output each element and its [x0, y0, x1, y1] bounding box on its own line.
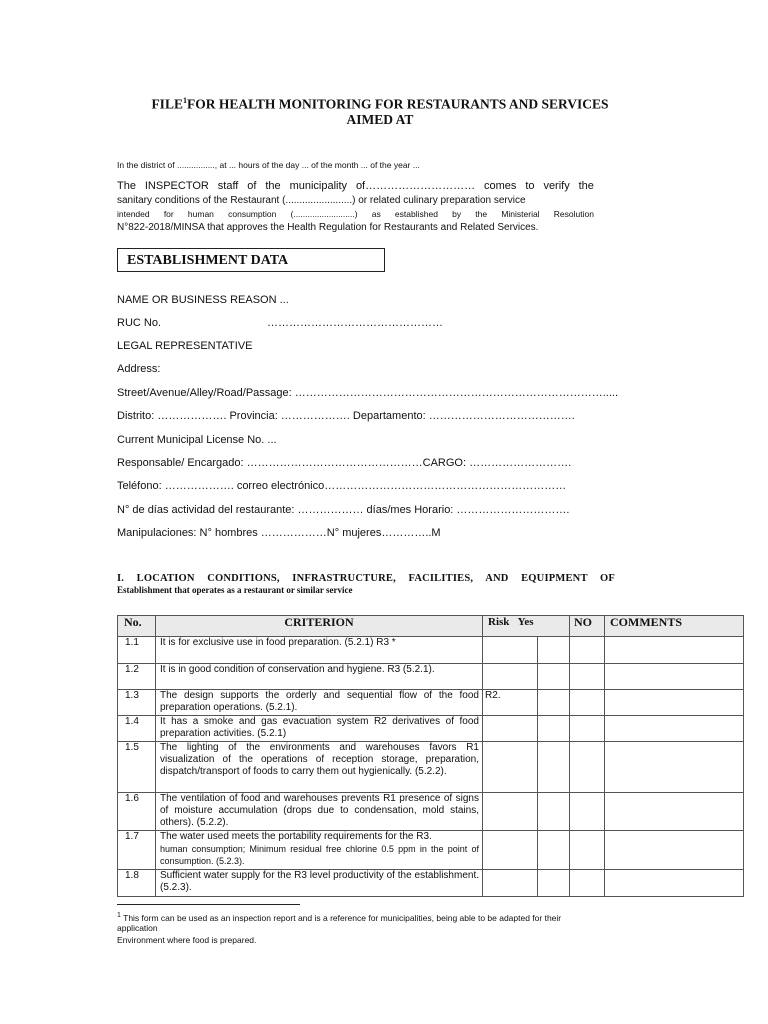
footnote-ref: 1	[182, 96, 187, 105]
ruc-dots: …………………………………………	[267, 317, 443, 329]
criteria-table	[117, 615, 744, 897]
table-row: 1.4 It has a smoke and gas evacuation system R2 derivatives of food preparation activities. (5.2.1)	[118, 716, 744, 742]
comments-cell[interactable]	[605, 690, 744, 716]
intro-line-4: N°822-2018/MINSA that approves the Health Regulation for Restaurants and Related Services.	[117, 222, 539, 233]
yes-cell[interactable]	[538, 690, 570, 716]
footnote-1: $^1$ This form can be used as an inspection report and is a reference for municipalities, being able to be adapted for their application	[117, 912, 562, 933]
intro-line-1: The INSPECTOR staff of the municipality of………………………… comes to verify the	[117, 180, 594, 192]
header-risk-yes: Risk Yes	[483, 616, 570, 637]
no-cell[interactable]	[570, 742, 605, 793]
intro-line-3: intended for human consumption (..........................) as established by the Ministerial Resolution	[117, 209, 594, 219]
field-ruc: RUC No. …………………………………………	[117, 317, 443, 329]
footnote-separator	[117, 904, 300, 905]
field-handlers: Manipulaciones: N° hombres ………………N° mujeres…………..M	[117, 527, 441, 539]
no-cell[interactable]	[570, 793, 605, 831]
no-cell[interactable]	[570, 637, 605, 664]
establishment-data-heading: ESTABLISHMENT DATA	[117, 248, 385, 272]
header-criterion: CRITERION	[156, 616, 483, 637]
yes-cell[interactable]	[538, 742, 570, 793]
field-district: Distrito: ………………. Provincia: ………………. Departamento: ………………………………….	[117, 410, 575, 422]
field-activity-days: N° de días actividad del restaurante: ……………… días/mes Horario: ………………………….	[117, 504, 570, 516]
yes-cell[interactable]	[538, 637, 570, 664]
no-cell[interactable]	[570, 716, 605, 742]
table-row: 1.6 The ventilation of food and warehouses prevents R1 presence of signs of moisture accumulation (drops due to condensation, mold stains, others). (5.2.2).	[118, 793, 744, 831]
no-cell[interactable]	[570, 690, 605, 716]
comments-cell[interactable]	[605, 831, 744, 870]
table-row: 1.3 The design supports the orderly and sequential flow of the food preparation operations. (5.2.1). R2.	[118, 690, 744, 716]
header-comments: COMMENTS	[605, 616, 744, 637]
comments-cell[interactable]	[605, 637, 744, 664]
field-license: Current Municipal License No. ...	[117, 434, 277, 446]
no-cell[interactable]	[570, 870, 605, 897]
district-line: In the district of ................, at ... hours of the day ... of the month ... of the year ...	[117, 160, 420, 170]
document-title: FILE$^1$FOR HEALTH MONITORING FOR RESTAURANTS AND SERVICES AIMED AT	[151, 96, 609, 127]
table-header-row	[118, 616, 744, 637]
field-business-name: NAME OR BUSINESS REASON ...	[117, 294, 289, 306]
header-no-col: NO	[570, 616, 605, 637]
field-street: Street/Avenue/Alley/Road/Passage: ………………………………………………………………………….....	[117, 387, 619, 399]
table-row: 1.2 It is in good condition of conservation and hygiene. R3 (5.2.1).	[118, 664, 744, 690]
yes-cell[interactable]	[538, 870, 570, 897]
yes-cell[interactable]	[538, 664, 570, 690]
comments-cell[interactable]	[605, 870, 744, 897]
field-phone: Teléfono: ………………. correo electrónico…………………………………………………………	[117, 480, 567, 492]
comments-cell[interactable]	[605, 664, 744, 690]
yes-cell[interactable]	[538, 716, 570, 742]
header-no: No.	[118, 616, 156, 637]
comments-cell[interactable]	[605, 716, 744, 742]
field-responsible: Responsable/ Encargado: …………………………………………CARGO: ……………………….	[117, 457, 572, 469]
comments-cell[interactable]	[605, 742, 744, 793]
intro-paragraph	[117, 180, 594, 236]
table-row: 1.5 The lighting of the environments and warehouses favors R1 visualization of the operations of reception storage, preparation, dispatch/transport of foods to carry them out hygienically. (5.2.2).	[118, 742, 744, 793]
no-cell[interactable]	[570, 664, 605, 690]
yes-cell[interactable]	[538, 831, 570, 870]
section-heading: I. LOCATION CONDITIONS, INFRASTRUCTURE, FACILITIES, AND EQUIPMENT OF Establishment that operates as a restaurant or similar service	[117, 573, 615, 595]
yes-cell[interactable]	[538, 793, 570, 831]
intro-line-2: sanitary conditions of the Restaurant (........................) or related culinary preparation service	[117, 195, 526, 206]
no-cell[interactable]	[570, 831, 605, 870]
field-address: Address:	[117, 363, 161, 375]
comments-cell[interactable]	[605, 793, 744, 831]
footnote-2: Environment where food is prepared.	[117, 935, 257, 945]
table-row: 1.7 The water used meets the portability requirements for the R3. human consumption; Minimum residual free chlorine 0.5 ppm in the point of consumption. (5.2.3).	[118, 831, 744, 870]
table-row: 1.1 It is for exclusive use in food preparation. (5.2.1) R3 *	[118, 637, 744, 664]
table-row: 1.8 Sufficient water supply for the R3 level productivity of the establishment. (5.2.3).	[118, 870, 744, 897]
field-legal-representative: LEGAL REPRESENTATIVE	[117, 340, 253, 352]
